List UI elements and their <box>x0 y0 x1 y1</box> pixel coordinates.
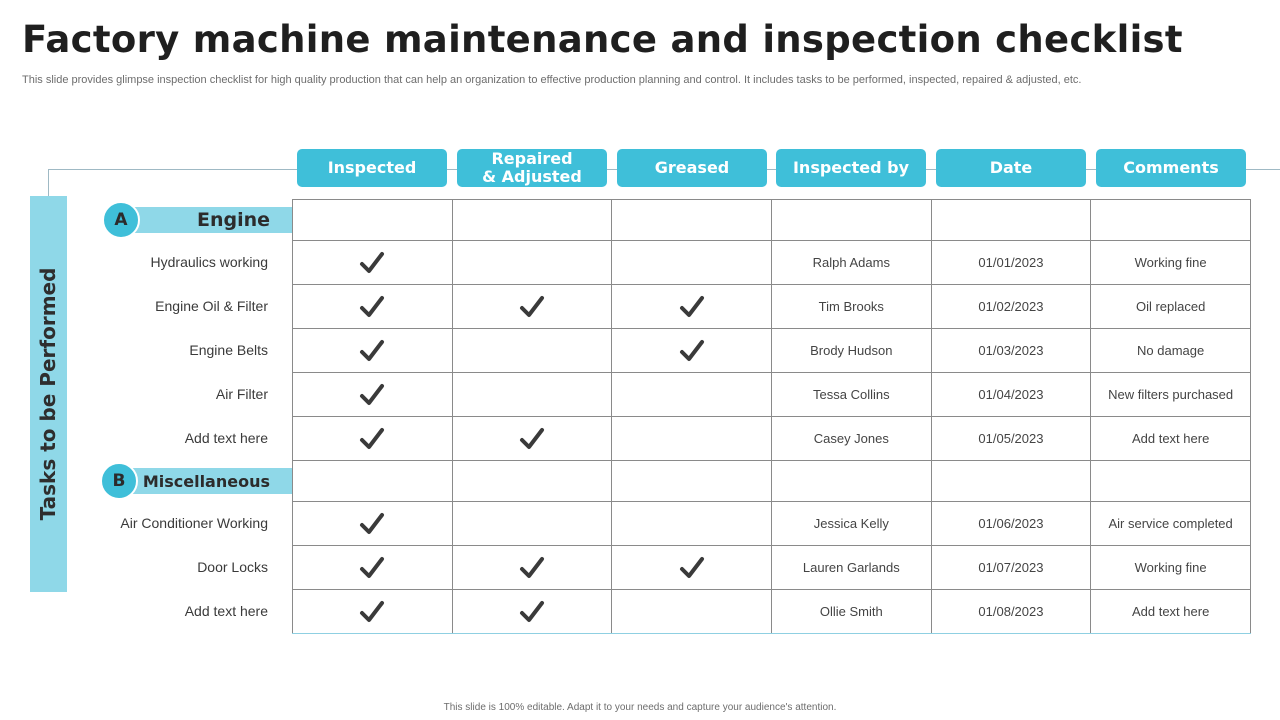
section-letter-badge: A <box>102 201 140 239</box>
empty-cell <box>1091 200 1251 241</box>
check-cell-greased <box>612 417 772 461</box>
check-cell-inspected <box>293 502 453 546</box>
check-icon <box>359 294 385 320</box>
empty-cell <box>931 461 1091 502</box>
check-cell-greased <box>612 373 772 417</box>
check-icon <box>359 382 385 408</box>
task-label: Air Conditioner Working <box>120 515 268 531</box>
empty-cell <box>1091 461 1251 502</box>
check-cell-repaired <box>452 546 612 590</box>
task-label: Air Filter <box>215 386 268 402</box>
task-label: Add text here <box>184 603 268 619</box>
task-label: Add text here <box>184 430 268 446</box>
check-icon <box>679 555 705 581</box>
check-cell-greased <box>612 241 772 285</box>
table-row <box>293 329 1251 373</box>
check-cell-repaired <box>452 285 612 329</box>
task-label: Hydraulics working <box>150 254 268 270</box>
check-icon <box>679 294 705 320</box>
checklist-table <box>292 199 1251 634</box>
column-header-repaired-adjusted: Repaired & Adjusted <box>457 149 607 187</box>
date-cell: 01/05/2023 <box>931 417 1091 461</box>
check-cell-greased <box>612 502 772 546</box>
column-header-inspected: Inspected <box>297 149 447 187</box>
side-connector-line <box>48 169 49 197</box>
page-subtitle: This slide provides glimpse inspection checklist for high quality production that can help an organization to effective production planning and control. It includes tasks to be performed, inspected, repaired & adjusted, etc. <box>22 74 1082 86</box>
check-cell-greased <box>612 546 772 590</box>
comment-cell: Working fine <box>1091 546 1251 590</box>
inspector-cell: Tessa Collins <box>771 373 931 417</box>
comment-cell: No damage <box>1091 329 1251 373</box>
column-header-greased: Greased <box>617 149 767 187</box>
comment-cell: New filters purchased <box>1091 373 1251 417</box>
side-label: Tasks to be Performed <box>36 267 60 521</box>
check-cell-inspected <box>293 241 453 285</box>
empty-cell <box>931 200 1091 241</box>
section-row <box>293 200 1251 241</box>
inspector-cell: Tim Brooks <box>771 285 931 329</box>
table-row <box>293 590 1251 634</box>
check-cell-inspected <box>293 546 453 590</box>
check-icon <box>359 250 385 276</box>
check-cell-greased <box>612 285 772 329</box>
inspector-cell: Brody Hudson <box>771 329 931 373</box>
date-cell: 01/03/2023 <box>931 329 1091 373</box>
task-label: Door Locks <box>197 559 268 575</box>
date-cell: 01/07/2023 <box>931 546 1091 590</box>
empty-cell <box>452 200 612 241</box>
task-label: Engine Belts <box>189 342 268 358</box>
check-cell-repaired <box>452 417 612 461</box>
check-icon <box>359 555 385 581</box>
inspector-cell: Casey Jones <box>771 417 931 461</box>
table-row <box>293 502 1251 546</box>
check-icon <box>679 338 705 364</box>
column-header-comments: Comments <box>1096 149 1246 187</box>
check-cell-repaired <box>452 329 612 373</box>
task-label: Engine Oil & Filter <box>155 298 268 314</box>
section-letter-badge: B <box>100 462 138 500</box>
check-cell-repaired <box>452 502 612 546</box>
check-icon <box>519 426 545 452</box>
inspector-cell: Ollie Smith <box>771 590 931 634</box>
page-title: Factory machine maintenance and inspection checklist <box>22 18 1183 61</box>
date-cell: 01/01/2023 <box>931 241 1091 285</box>
table-row <box>293 417 1251 461</box>
check-icon <box>359 338 385 364</box>
table-row <box>293 241 1251 285</box>
check-icon <box>519 555 545 581</box>
comment-cell: Add text here <box>1091 417 1251 461</box>
section-band: Miscellaneous <box>122 468 292 494</box>
check-icon <box>359 599 385 625</box>
column-header-date: Date <box>936 149 1086 187</box>
table-row <box>293 373 1251 417</box>
check-cell-inspected <box>293 417 453 461</box>
check-cell-repaired <box>452 373 612 417</box>
empty-cell <box>771 461 931 502</box>
check-cell-greased <box>612 329 772 373</box>
date-cell: 01/04/2023 <box>931 373 1091 417</box>
table-row <box>293 546 1251 590</box>
check-cell-repaired <box>452 241 612 285</box>
check-icon <box>359 511 385 537</box>
comment-cell: Air service completed <box>1091 502 1251 546</box>
inspector-cell: Jessica Kelly <box>771 502 931 546</box>
empty-cell <box>452 461 612 502</box>
table-row <box>293 285 1251 329</box>
date-cell: 01/02/2023 <box>931 285 1091 329</box>
empty-cell <box>293 200 453 241</box>
check-cell-inspected <box>293 373 453 417</box>
check-cell-repaired <box>452 590 612 634</box>
check-icon <box>359 426 385 452</box>
check-cell-inspected <box>293 285 453 329</box>
check-cell-inspected <box>293 590 453 634</box>
section-band: Engine <box>122 207 292 233</box>
footer-note: This slide is 100% editable. Adapt it to your needs and capture your audience's attention. <box>443 702 837 713</box>
section-row <box>293 461 1251 502</box>
date-cell: 01/08/2023 <box>931 590 1091 634</box>
column-header-inspected-by: Inspected by <box>776 149 926 187</box>
check-cell-inspected <box>293 329 453 373</box>
empty-cell <box>612 461 772 502</box>
comment-cell: Add text here <box>1091 590 1251 634</box>
inspector-cell: Ralph Adams <box>771 241 931 285</box>
empty-cell <box>612 200 772 241</box>
empty-cell <box>771 200 931 241</box>
check-icon <box>519 294 545 320</box>
comment-cell: Oil replaced <box>1091 285 1251 329</box>
date-cell: 01/06/2023 <box>931 502 1091 546</box>
inspector-cell: Lauren Garlands <box>771 546 931 590</box>
check-icon <box>519 599 545 625</box>
empty-cell <box>293 461 453 502</box>
comment-cell: Working fine <box>1091 241 1251 285</box>
check-cell-greased <box>612 590 772 634</box>
